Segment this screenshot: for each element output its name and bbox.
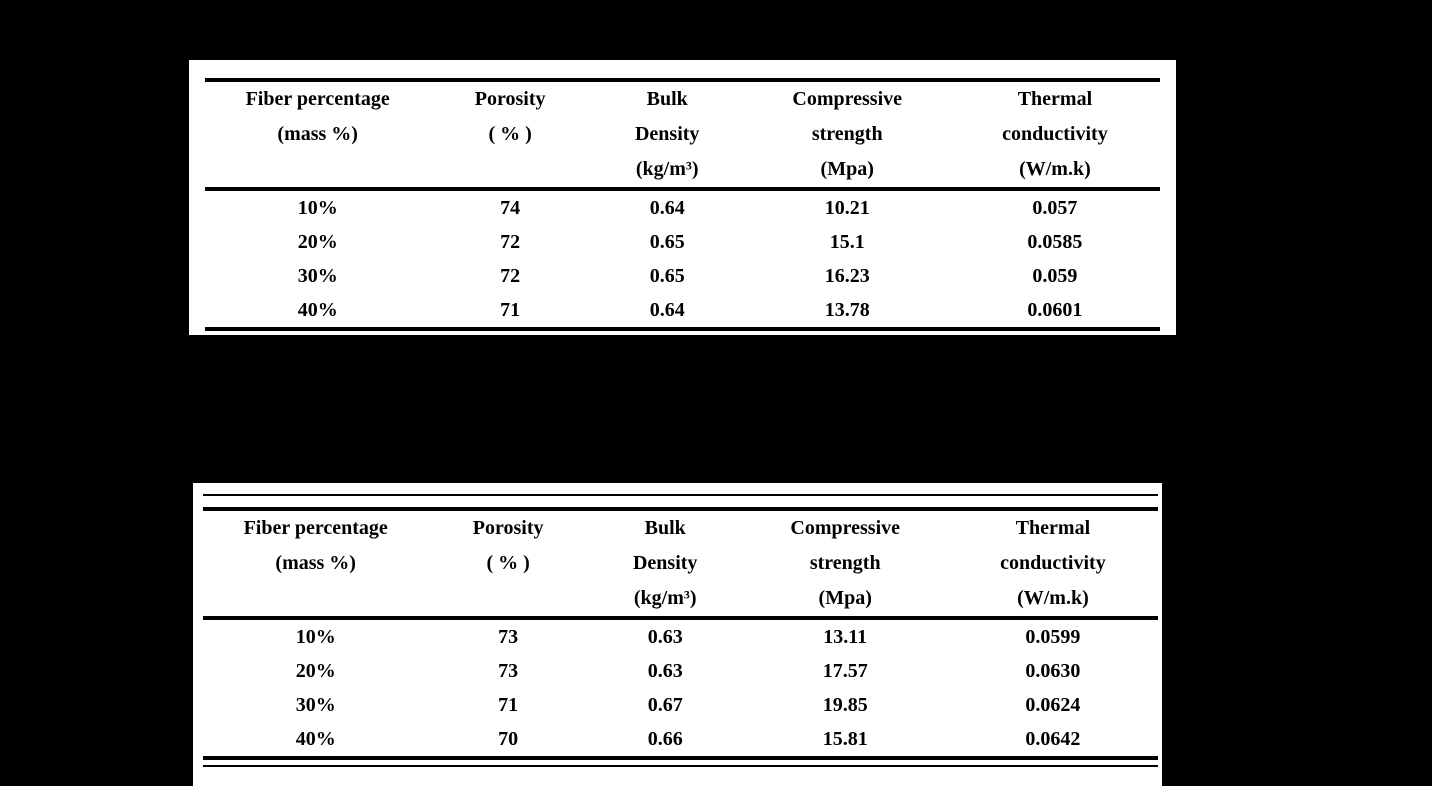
- header-line: [430, 152, 589, 187]
- header-line: [428, 581, 587, 616]
- column-header-porosity: [430, 82, 589, 187]
- data-table-2-panel: [193, 483, 1162, 786]
- table-row: [205, 293, 1160, 327]
- table-cell: 0.66: [647, 728, 683, 750]
- table-cell: 13.78: [824, 299, 870, 321]
- table-cell: 0.0599: [1025, 626, 1081, 648]
- table-cell: 19.85: [822, 694, 868, 716]
- header-line: Bulk: [644, 517, 686, 539]
- header-line: Bulk: [646, 88, 688, 110]
- table-1-header-row: [205, 82, 1160, 187]
- header-line: [203, 581, 428, 616]
- header-line: Fiber percentage: [243, 517, 388, 539]
- table-cell: 0.64: [649, 299, 685, 321]
- table-cell: 71: [500, 299, 521, 321]
- table-cell: 30%: [297, 265, 338, 287]
- column-header-thermal-conductivity: [948, 511, 1158, 616]
- header-line: strength: [811, 123, 883, 145]
- column-header-compressive-strength: [743, 511, 948, 616]
- table-row: [205, 191, 1160, 225]
- header-line: conductivity: [1000, 552, 1106, 574]
- table-cell: 0.0642: [1025, 728, 1081, 750]
- table-row: [203, 654, 1158, 688]
- table-1-bottom-rule: [205, 327, 1160, 331]
- header-line: (kg/m³): [635, 158, 699, 180]
- header-line: (mass %): [275, 552, 356, 574]
- table-cell: 17.57: [822, 660, 868, 682]
- table-cell: 72: [500, 265, 521, 287]
- table-cell: 0.63: [647, 626, 683, 648]
- table-cell: 0.0624: [1025, 694, 1081, 716]
- table-cell: 16.23: [824, 265, 870, 287]
- table-cell: 40%: [295, 728, 336, 750]
- table-cell: 0.059: [1032, 265, 1078, 287]
- table-2-bottom-thin-rule: [203, 765, 1158, 767]
- data-table-2: [203, 483, 1158, 767]
- table-row: [205, 225, 1160, 259]
- column-header-thermal-conductivity: [950, 82, 1160, 187]
- table-cell: 74: [500, 197, 521, 219]
- header-line: Density: [634, 123, 700, 145]
- header-line: ( % ): [488, 123, 532, 145]
- column-header-fiber-percentage: [203, 511, 428, 616]
- table-cell: 0.65: [649, 265, 685, 287]
- column-header-bulk-density: [588, 511, 743, 616]
- header-line: [205, 152, 430, 187]
- header-line: Compressive: [790, 517, 901, 539]
- table-cell: 0.0585: [1027, 231, 1083, 253]
- table-cell: 10%: [295, 626, 336, 648]
- data-table-1-panel: [189, 60, 1176, 335]
- table-cell: 0.67: [647, 694, 683, 716]
- table-cell: 0.057: [1032, 197, 1078, 219]
- table-cell: 30%: [295, 694, 336, 716]
- table-row: [205, 259, 1160, 293]
- table-cell: 10.21: [824, 197, 870, 219]
- header-line: Compressive: [792, 88, 903, 110]
- table-row: [203, 722, 1158, 756]
- table-cell: 20%: [295, 660, 336, 682]
- header-line: Porosity: [472, 517, 544, 539]
- header-line: (W/m.k): [1017, 587, 1089, 609]
- header-line: Porosity: [474, 88, 546, 110]
- table-cell: 15.1: [829, 231, 865, 253]
- table-cell: 40%: [297, 299, 338, 321]
- table-cell: 0.0601: [1027, 299, 1083, 321]
- table-cell: 15.81: [822, 728, 868, 750]
- table-2-header-row: [203, 511, 1158, 616]
- column-header-bulk-density: [590, 82, 745, 187]
- table-cell: 71: [498, 694, 519, 716]
- header-line: (kg/m³): [633, 587, 697, 609]
- header-line: ( % ): [486, 552, 530, 574]
- header-line: Fiber percentage: [245, 88, 390, 110]
- table-cell: 73: [498, 660, 519, 682]
- table-row: [203, 620, 1158, 654]
- header-line: conductivity: [1002, 123, 1108, 145]
- table-cell: 0.0630: [1025, 660, 1081, 682]
- table-cell: 73: [498, 626, 519, 648]
- column-header-fiber-percentage: [205, 82, 430, 187]
- table-cell: 10%: [297, 197, 338, 219]
- header-line: (W/m.k): [1019, 158, 1091, 180]
- header-line: (Mpa): [820, 158, 874, 180]
- column-header-compressive-strength: [745, 82, 950, 187]
- table-cell: 20%: [297, 231, 338, 253]
- table-cell: 72: [500, 231, 521, 253]
- header-line: Thermal: [1015, 517, 1091, 539]
- header-line: (mass %): [277, 123, 358, 145]
- header-line: Thermal: [1017, 88, 1093, 110]
- table-row: [203, 688, 1158, 722]
- header-line: strength: [809, 552, 881, 574]
- data-table-1: [205, 60, 1160, 331]
- table-cell: 0.63: [647, 660, 683, 682]
- header-line: Density: [632, 552, 698, 574]
- table-cell: 0.64: [649, 197, 685, 219]
- table-cell: 70: [498, 728, 519, 750]
- table-cell: 0.65: [649, 231, 685, 253]
- header-line: (Mpa): [818, 587, 872, 609]
- column-header-porosity: [428, 511, 587, 616]
- table-cell: 13.11: [823, 626, 868, 648]
